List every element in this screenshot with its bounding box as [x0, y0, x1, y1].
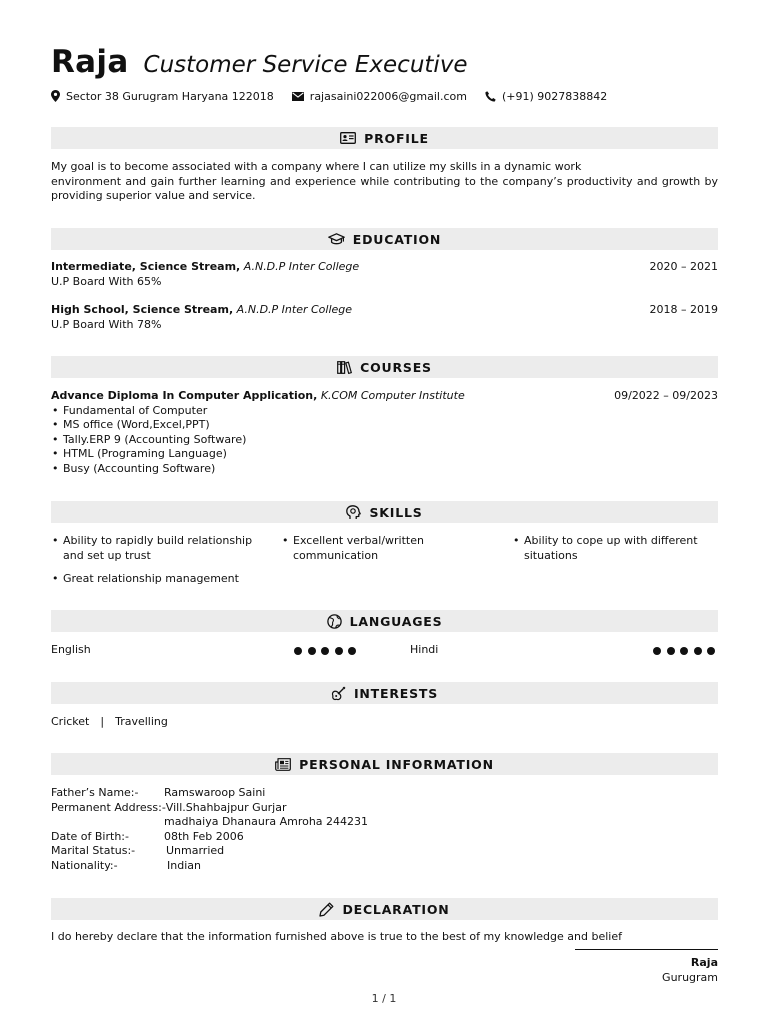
fathers-name-label: Father’s Name:-: [51, 786, 139, 799]
job-title: Customer Service Executive: [143, 52, 468, 78]
profile-line-2: environment and gain further learning and experience while contributing to the company’s productivity and growth by: [51, 174, 718, 188]
education-date: 2018 – 2019: [649, 303, 718, 316]
rating-dot: [308, 647, 316, 655]
personal-info-row: [51, 844, 718, 859]
language-rating-english: [294, 647, 356, 655]
education-entry: [51, 260, 718, 289]
section-header-skills: [51, 501, 718, 523]
page-number: 1 / 1: [371, 992, 397, 1005]
nationality-label: Nationality:-: [51, 858, 118, 872]
interest-separator: |: [100, 715, 105, 728]
education-school: A.N.D.P Inter College: [236, 303, 353, 316]
section-title-skills: SKILLS: [369, 504, 423, 520]
language-name-english: English: [51, 643, 91, 656]
candidate-name: Raja: [51, 44, 129, 80]
profile-line-1: My goal is to become associated with a company where I can utilize my skills in a dynamic work: [51, 160, 582, 173]
skill-item: • Ability to rapidly build relationship and set up trust: [51, 534, 268, 563]
permanent-address-value: Vill.Shahbajpur Gurjar: [165, 800, 287, 814]
education-school: A.N.D.P Inter College: [243, 260, 360, 273]
rating-dot: [694, 647, 702, 655]
profile-line-3: providing superior value and service.: [51, 189, 256, 203]
language-name-hindi: Hindi: [410, 643, 439, 656]
personal-info-row: [51, 830, 718, 845]
education-detail: U.P Board With 65%: [51, 274, 162, 288]
books-icon: [337, 361, 352, 374]
section-title-languages: LANGUAGES: [349, 613, 443, 629]
rating-dot: [680, 647, 688, 655]
permanent-address-value-continued: madhaiya Dhanaura Amroha 244231: [164, 815, 369, 829]
phone-text[interactable]: (+91) 9027838842: [501, 89, 608, 103]
education-detail: U.P Board With 78%: [51, 317, 162, 331]
section-title-declaration: DECLARATION: [342, 901, 450, 917]
guitar-icon: [331, 686, 346, 701]
personal-info-block: [51, 786, 718, 874]
course-topics-list: [51, 404, 718, 477]
interests-list: [51, 715, 168, 730]
fathers-name-value: Ramswaroop Saini: [164, 786, 266, 799]
rating-dot: [667, 647, 675, 655]
education-degree: High School, Science Stream,: [51, 303, 234, 316]
personal-info-row: [51, 859, 718, 874]
rating-dot: [653, 647, 661, 655]
section-title-courses: COURSES: [360, 359, 432, 375]
rating-dot: [348, 647, 356, 655]
section-title-profile: PROFILE: [364, 130, 429, 146]
rating-dot: [335, 647, 343, 655]
skill-item: • Excellent verbal/written communication: [281, 534, 498, 563]
section-header-languages: [51, 610, 718, 632]
education-degree: Intermediate, Science Stream,: [51, 260, 241, 273]
rating-dot: [294, 647, 302, 655]
course-name: Advance Diploma In Computer Application,: [51, 389, 318, 402]
course-institute: K.COM Computer Institute: [320, 389, 465, 402]
address-text: Sector 38 Gurugram Haryana 122018: [66, 89, 274, 103]
email-text[interactable]: rajasaini022006@gmail.com: [309, 89, 467, 103]
section-title-interests: INTERESTS: [353, 685, 439, 701]
education-entry: [51, 303, 718, 332]
course-date: 09/2022 – 09/2023: [614, 389, 718, 402]
graduation-cap-icon: [328, 233, 345, 245]
section-header-profile: [51, 127, 718, 149]
declaration-text: I do hereby declare that the information furnished above is true to the best of my knowledge and belief: [51, 930, 622, 943]
list-item: • MS office (Word,Excel,PPT): [51, 418, 718, 433]
date-of-birth-label: Date of Birth:-: [51, 829, 129, 843]
id-card-icon: [340, 132, 356, 144]
marital-status-value: Unmarried: [166, 844, 225, 858]
list-item: • Busy (Accounting Software): [51, 462, 718, 477]
rating-dot: [321, 647, 329, 655]
date-of-birth-value: 08th Feb 2006: [164, 829, 244, 843]
list-item: • HTML (Programing Language): [51, 447, 718, 462]
personal-info-row: [51, 801, 718, 816]
pen-icon: [319, 902, 334, 917]
rating-dot: [707, 647, 715, 655]
personal-info-row: [51, 786, 718, 801]
list-item: • Fundamental of Computer: [51, 404, 718, 419]
signature-block: [662, 955, 718, 985]
education-date: 2020 – 2021: [649, 260, 718, 273]
signature-name: Raja: [690, 956, 718, 969]
signature-place: Gurugram: [662, 971, 718, 984]
globe-icon: [327, 614, 342, 629]
section-header-courses: [51, 356, 718, 378]
newspaper-icon: [275, 758, 291, 771]
profile-text: [51, 160, 718, 204]
section-title-personal-information: PERSONAL INFORMATION: [299, 756, 494, 772]
personal-info-row: [51, 815, 718, 830]
section-header-interests: [51, 682, 718, 704]
skill-item: • Great relationship management: [51, 572, 268, 587]
head-gear-icon: [346, 505, 361, 520]
signature-line: [575, 949, 718, 950]
interest-item: Travelling: [115, 715, 168, 728]
list-item: • Tally.ERP 9 (Accounting Software): [51, 433, 718, 448]
course-entry: [51, 389, 718, 477]
resume-body: [51, 0, 718, 1024]
interest-item: Cricket: [51, 715, 90, 728]
nationality-value: Indian: [167, 858, 201, 872]
permanent-address-label: Permanent Address:-: [51, 800, 166, 814]
section-header-education: [51, 228, 718, 250]
language-rating-hindi: [653, 647, 715, 655]
section-title-education: EDUCATION: [352, 231, 442, 247]
section-header-personal-information: [51, 753, 718, 775]
section-header-declaration: [51, 898, 718, 920]
marital-status-label: Marital Status:-: [51, 844, 136, 858]
skill-item: • Ability to cope up with different situations: [512, 534, 729, 563]
